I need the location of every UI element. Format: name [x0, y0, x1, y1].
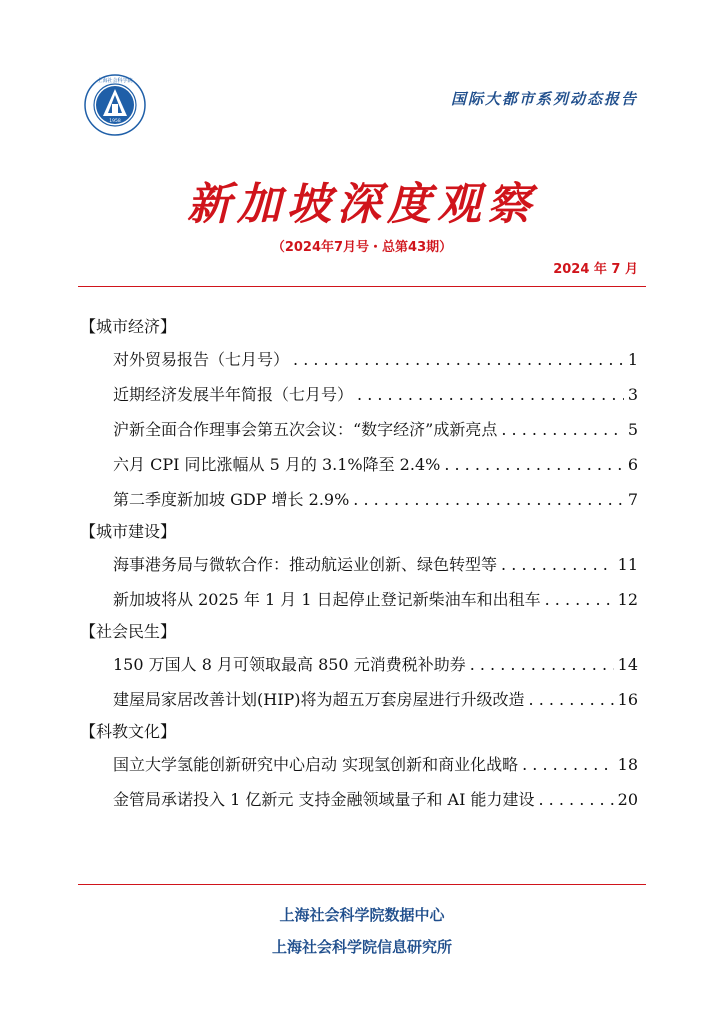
toc-entry[interactable]	[80, 377, 638, 412]
toc-entry-title: 近期经济发展半年简报（七月号）	[113, 385, 354, 404]
toc-entry-page: 18	[617, 755, 638, 774]
toc-leader-dots	[470, 647, 614, 682]
toc-entry-title: 150 万国人 8 月可领取最高 850 元消费税补助券	[113, 655, 466, 674]
toc-entry[interactable]	[80, 782, 638, 817]
page-title: 新加坡深度观察	[187, 179, 537, 230]
top-divider	[78, 286, 646, 287]
toc-entry[interactable]	[80, 482, 638, 517]
toc-entry-title: 沪新全面合作理事会第五次会议：“数字经济”成新亮点	[113, 420, 498, 439]
toc-entry-page: 12	[617, 590, 638, 609]
toc-entry-title: 新加坡将从 2025 年 1 月 1 日起停止登记新柴油车和出租车	[113, 590, 541, 609]
table-of-contents	[80, 312, 638, 817]
toc-leader-dots	[539, 782, 614, 817]
toc-entry[interactable]	[80, 547, 638, 582]
toc-entry[interactable]	[80, 447, 638, 482]
toc-entry-title: 海事港务局与微软合作：推动航运业创新、绿色转型等	[113, 555, 498, 574]
toc-entry-page: 11	[617, 555, 638, 574]
toc-leader-dots	[444, 447, 623, 482]
toc-leader-dots	[501, 547, 614, 582]
toc-entry-title: 金管局承诺投入 1 亿新元 支持金融领域量子和 AI 能力建设	[113, 790, 535, 809]
toc-leader-dots	[522, 747, 614, 782]
toc-section-science-education-culture	[80, 717, 638, 817]
toc-leader-dots	[529, 682, 614, 717]
toc-leader-dots	[545, 582, 614, 617]
toc-entry-title: 对外贸易报告（七月号）	[113, 350, 290, 369]
series-name: 国际大都市系列动态报告	[450, 90, 638, 108]
footer-org-info-institute: 上海社会科学院信息研究所	[271, 938, 452, 956]
bottom-divider	[78, 884, 646, 885]
toc-entry[interactable]	[80, 582, 638, 617]
toc-entry-title: 建屋局家居改善计划(HIP)将为超五万套房屋进行升级改造	[113, 690, 525, 709]
institute-logo	[84, 74, 146, 136]
footer-org-data-center: 上海社会科学院数据中心	[279, 906, 445, 924]
toc-entry-page: 6	[627, 455, 638, 474]
toc-section-city-construction	[80, 517, 638, 617]
toc-entry-page: 1	[627, 350, 638, 369]
logo-text: 上海社会科学院	[97, 78, 133, 84]
toc-entry[interactable]	[80, 412, 638, 447]
toc-section-title: 【科教文化】	[80, 722, 177, 741]
toc-entry[interactable]	[80, 342, 638, 377]
toc-section-title: 【社会民生】	[80, 622, 177, 641]
toc-section-title: 【城市建设】	[80, 522, 177, 541]
toc-leader-dots	[501, 412, 623, 447]
toc-leader-dots	[353, 482, 624, 517]
logo-year: 1958	[109, 119, 121, 124]
toc-leader-dots	[357, 377, 624, 412]
toc-entry-page: 20	[617, 790, 638, 809]
toc-entry[interactable]	[80, 682, 638, 717]
toc-entry-title: 六月 CPI 同比涨幅从 5 月的 3.1%降至 2.4%	[113, 455, 441, 474]
toc-entry-title: 第二季度新加坡 GDP 增长 2.9%	[113, 490, 350, 509]
toc-leader-dots	[293, 342, 624, 377]
toc-entry-title: 国立大学氢能创新研究中心启动 实现氢创新和商业化战略	[113, 755, 519, 774]
toc-section-city-economy	[80, 312, 638, 517]
issue-number: （2024年7月号・总第43期）	[271, 240, 453, 255]
toc-entry-page: 5	[627, 420, 638, 439]
toc-entry[interactable]	[80, 647, 638, 682]
toc-entry-page: 16	[617, 690, 638, 709]
toc-entry-page: 7	[627, 490, 638, 509]
toc-entry-page: 3	[627, 385, 638, 404]
toc-entry-page: 14	[617, 655, 638, 674]
toc-entry[interactable]	[80, 747, 638, 782]
toc-section-title: 【城市经济】	[80, 317, 177, 336]
toc-section-social-livelihood	[80, 617, 638, 717]
publication-date: 2024 年 7 月	[553, 262, 638, 277]
